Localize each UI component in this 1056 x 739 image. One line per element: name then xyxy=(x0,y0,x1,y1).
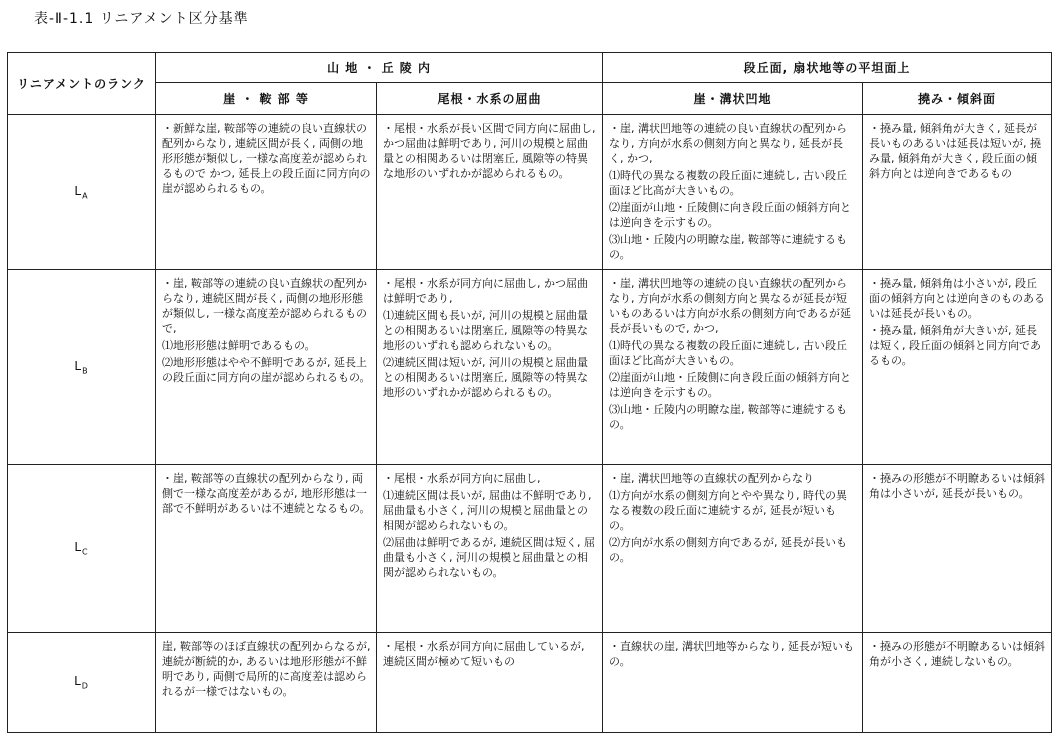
table-row xyxy=(8,270,1052,465)
criteria-item: ・撓み量, 傾斜角が大きいが, 延長は短く, 段丘面の傾斜と同方向であるもの。 xyxy=(869,324,1042,367)
header-cliff: 崖 ・ 鞍 部 等 xyxy=(156,83,377,115)
cell-cliff xyxy=(156,270,377,465)
criteria-list xyxy=(383,639,597,669)
criteria-item: ⑴連続区間は長いが, 屈曲は不鮮明であり, 屈曲量も小さく, 河川の規模と屈曲量との相関が認められないもの。 xyxy=(383,489,592,532)
cell-warp xyxy=(863,465,1052,633)
rank-letter: L xyxy=(74,540,83,555)
cell-terrace xyxy=(603,270,863,465)
table-caption: 表-Ⅱ-1.1 リニアメント区分基準 xyxy=(34,11,249,27)
table-row xyxy=(8,115,1052,270)
header-rank: リニアメントのランク xyxy=(8,53,156,115)
cell-warp xyxy=(863,633,1052,733)
criteria-item: ⑴連続区間も長いが, 河川の規模と屈曲量との相関あるいは閉塞丘, 風隙等の特異な地形のいずれも認められないもの。 xyxy=(383,309,588,352)
criteria-item: ・撓み量, 傾斜角は小さいが, 段丘面の傾斜方向とは逆向きのものあるいは延長が長いもの。 xyxy=(869,277,1046,320)
cell-terrace xyxy=(603,465,863,633)
rank-letter: L xyxy=(74,183,83,198)
header-terrace: 崖・溝状凹地 xyxy=(603,83,863,115)
rank-cell xyxy=(8,115,156,270)
criteria-list xyxy=(609,639,857,669)
criteria-item: ・直線状の崖, 溝状凹地等からなり, 延長が短いもの。 xyxy=(609,640,855,668)
criteria-list xyxy=(869,471,1046,501)
cell-ridge xyxy=(377,465,603,633)
criteria-item: ・撓みの形態が不明瞭あるいは傾斜角は小さいが, 延長が長いもの。 xyxy=(869,472,1046,500)
criteria-list xyxy=(162,276,371,385)
criteria-item: ・尾根・水系が同方向に屈曲し, かつ屈曲は鮮明であり, xyxy=(383,277,588,305)
cell-ridge xyxy=(377,633,603,733)
criteria-list xyxy=(609,276,857,432)
cell-ridge xyxy=(377,115,603,270)
rank-subscript: B xyxy=(82,366,89,376)
rank-label xyxy=(74,674,89,691)
criteria-item: ・崖, 溝状凹地等の直線状の配列からなり xyxy=(609,472,815,485)
criteria-item: ⑵崖面が山地・丘陵側に向き段丘面の傾斜方向とは逆向きを示すもの。 xyxy=(609,201,852,229)
criteria-item: ⑴時代の異なる複数の段丘面に連続し, 古い段丘面ほど比高が大きいもの。 xyxy=(609,169,848,197)
criteria-list xyxy=(162,639,371,699)
criteria-item: ・崖, 鞍部等の直線状の配列からなり, 両側で一様な高度差があるが, 地形形態は一部で不鮮明があるいは不連続となるもの。 xyxy=(162,472,371,515)
criteria-list xyxy=(162,471,371,516)
criteria-item: ⑶山地・丘陵内の明瞭な崖, 鞍部等に連続するもの。 xyxy=(609,403,848,431)
criteria-list xyxy=(383,471,597,580)
rank-cell xyxy=(8,465,156,633)
header-ridge: 尾根・水系の屈曲 xyxy=(377,83,603,115)
criteria-item: ・撓みの形態が不明瞭あるいは傾斜角が小さく, 連続しないもの。 xyxy=(869,640,1046,668)
criteria-list xyxy=(869,121,1046,181)
rank-label xyxy=(74,358,89,376)
criteria-list xyxy=(383,276,597,400)
rank-letter: L xyxy=(74,674,82,689)
rank-letter: L xyxy=(74,358,83,373)
criteria-item: ⑵屈曲は鮮明であるが, 連続区間は短く, 屈曲量も小さく, 河川の規模と屈曲量との相関が認められないもの。 xyxy=(383,536,595,579)
criteria-item: ・尾根・水系が同方向に屈曲し, xyxy=(383,472,541,485)
criteria-item: ⑵地形形態はやや不鮮明であるが, 延長上の段丘面に同方向の崖が認められるもの。 xyxy=(162,356,371,384)
rank-subscript: A xyxy=(82,191,89,201)
criteria-item: ・崖, 溝状凹地等の連続の良い直線状の配列からなり, 方向が水系の側刻方向と異なるが延長が短いものあるいは方向が水系の側刻方向であるが延長が長いもので, かつ, xyxy=(609,277,852,335)
cell-cliff xyxy=(156,633,377,733)
criteria-item: ・撓み量, 傾斜角が大きく, 延長が長いものあるいは延長は短いが, 撓み量, 傾斜角が大きく, 段丘面の傾斜方向とは逆向きであるもの xyxy=(869,122,1042,180)
criteria-item: ・崖, 溝状凹地等の連続の良い直線状の配列からなり, 方向が水系の側刻方向と異なり, 延長が長く, かつ, xyxy=(609,122,848,165)
cell-ridge xyxy=(377,270,603,465)
header-group-plain: 段丘面, 扇状地等の平坦面上 xyxy=(603,53,1052,83)
table-row xyxy=(8,633,1052,733)
rank-label xyxy=(74,540,89,557)
header-group-mountain: 山 地 ・ 丘 陵 内 xyxy=(156,53,603,83)
rank-label xyxy=(74,183,89,201)
criteria-item: ⑴地形形態は鮮明であるもの。 xyxy=(162,339,316,352)
lineament-criteria-table xyxy=(7,52,1052,733)
criteria-list xyxy=(609,121,857,262)
table-row xyxy=(8,465,1052,633)
criteria-item: ⑴方向が水系の側刻方向とやや異なり, 時代の異なる複数の段丘面に連続するが, 延長が短いもの。 xyxy=(609,489,848,532)
criteria-list xyxy=(609,471,857,565)
criteria-item: ⑵連続区間は短いが, 河川の規模と屈曲量との相関あるいは閉塞丘, 風隙等の特異な地形のいずれかが認められるもの。 xyxy=(383,356,588,399)
criteria-item: ・新鮮な崖, 鞍部等の連続の良い直線状の配列からなり, 連続区間が長く, 両側の地形形態が類似し, 一様な高度差が認められるもので かつ, 延長上の段丘面に同方向の崖が認められるもの。 xyxy=(162,122,371,195)
criteria-item: ⑶山地・丘陵内の明瞭な崖, 鞍部等に連続するもの。 xyxy=(609,233,848,261)
criteria-list xyxy=(162,121,371,196)
criteria-item: ・尾根・水系が同方向に屈曲しているが, 連続区間が極めて短いもの xyxy=(383,640,585,668)
cell-warp xyxy=(863,270,1052,465)
criteria-list xyxy=(383,121,597,181)
criteria-item: ⑴時代の異なる複数の段丘面に連続し, 古い段丘面ほど比高が大きいもの。 xyxy=(609,339,848,367)
cell-cliff xyxy=(156,465,377,633)
rank-subscript: D xyxy=(81,681,89,691)
rank-cell xyxy=(8,633,156,733)
cell-terrace xyxy=(603,633,863,733)
criteria-item: ⑵崖面が山地・丘陵側に向き段丘面の傾斜方向とは逆向きを示すもの。 xyxy=(609,371,852,399)
header-warp: 撓み・傾斜面 xyxy=(863,83,1052,115)
criteria-item: 崖, 鞍部等のほぼ直線状の配列からなるが, 連続が断続的か, あるいは地形形態が不鮮明であり, 両側で局所的に高度差は認められるが一様ではないもの。 xyxy=(162,640,371,698)
criteria-list xyxy=(869,639,1046,669)
criteria-item: ・崖, 鞍部等の連続の良い直線状の配列からなり, 連続区間が長く, 両側の地形形態が類似し, 一様な高度差が認められるもので, xyxy=(162,277,367,335)
cell-cliff xyxy=(156,115,377,270)
criteria-list xyxy=(869,276,1046,368)
cell-warp xyxy=(863,115,1052,270)
criteria-item: ⑵方向が水系の側刻方向であるが, 延長が長いもの。 xyxy=(609,536,848,564)
cell-terrace xyxy=(603,115,863,270)
rank-subscript: C xyxy=(82,547,89,557)
rank-cell xyxy=(8,270,156,465)
criteria-item: ・尾根・水系が長い区間で同方向に屈曲し, かつ屈曲は鮮明であり, 河川の規模と屈曲量との相関あるいは閉塞丘, 風隙等の特異な地形のいずれかが認められるもの。 xyxy=(383,122,596,180)
